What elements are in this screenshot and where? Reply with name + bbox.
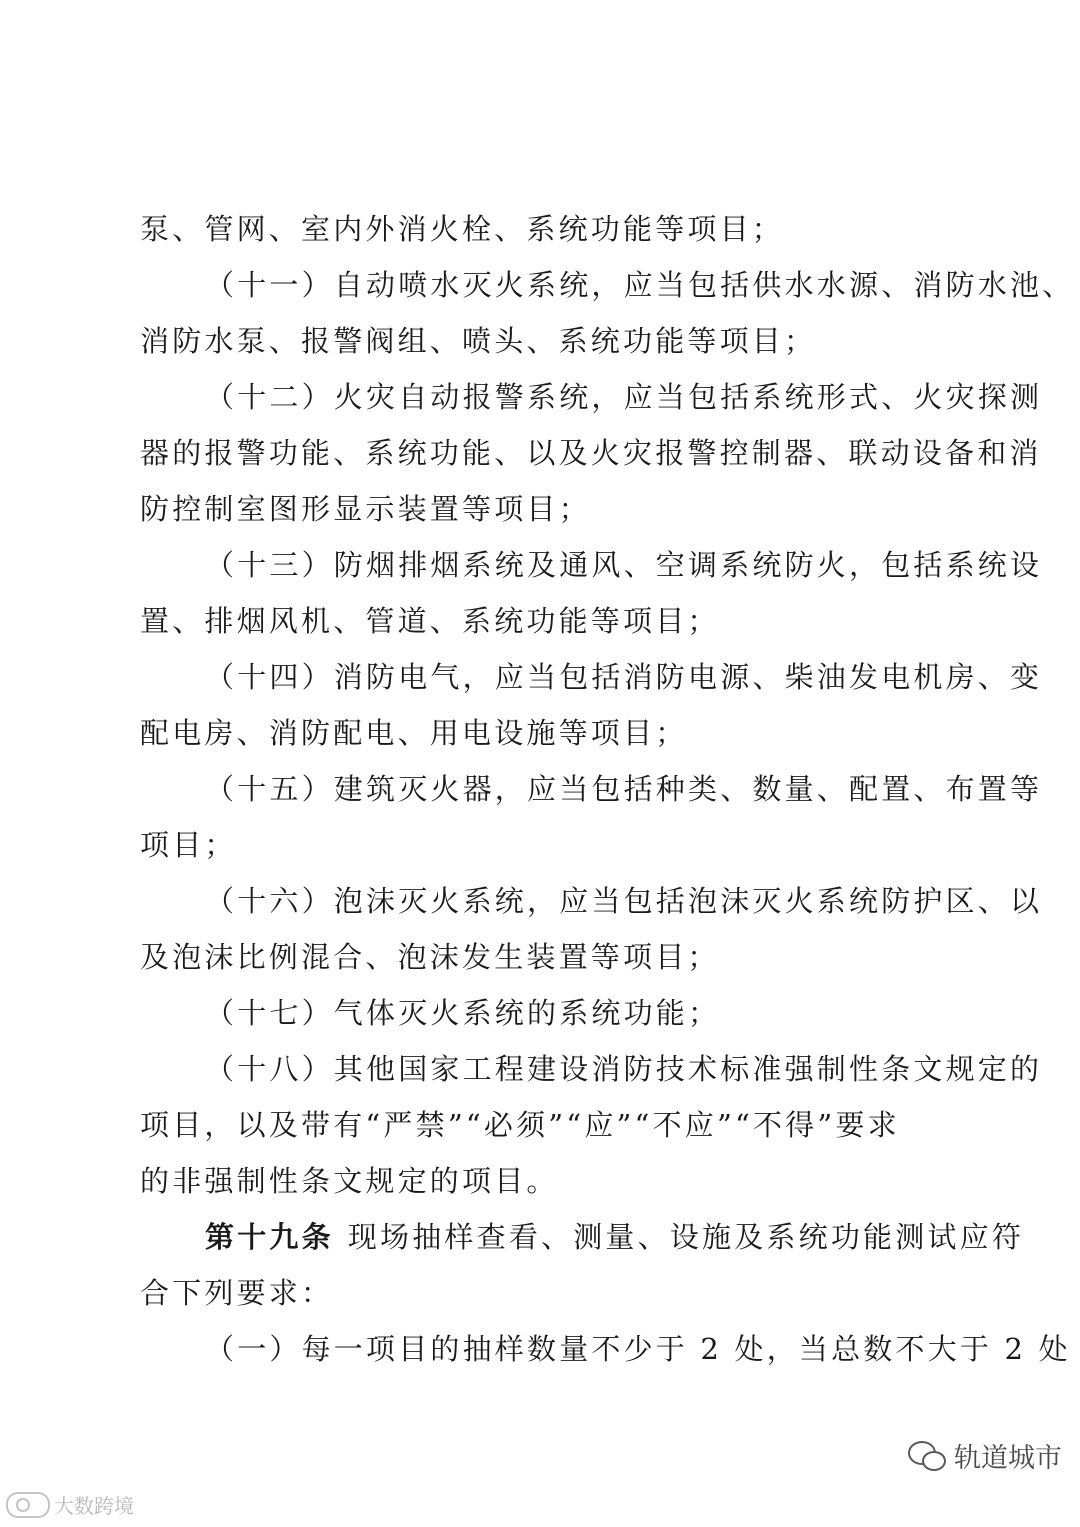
watermark-right — [908, 1436, 1062, 1475]
text-line-16: （十八）其他国家工程建设消防技术标准强制性条文规定的 — [205, 1052, 1043, 1086]
text-line-3: 消防水泵、报警阀组、喷头、系统功能等项目； — [140, 324, 817, 358]
text-line-4: （十二）火灾自动报警系统，应当包括系统形式、火灾探测 — [205, 380, 1043, 414]
text-line-18: 的非强制性条文规定的项目。 — [140, 1164, 559, 1198]
text-line-17: 项目，以及带有“严禁”“必须”“应”“不应”“不得”要求 — [140, 1108, 900, 1142]
text-line-7: （十三）防烟排烟系统及通风、空调系统防火，包括系统设 — [205, 548, 1043, 582]
text-line-13: （十六）泡沫灭火系统，应当包括泡沫灭火系统防护区、以 — [205, 884, 1043, 918]
wechat-icon — [908, 1441, 946, 1471]
text-line-21: （一）每一项目的抽样数量不少于 2 处，当总数不大于 2 处 — [205, 1332, 1071, 1366]
watermark-right-text: 轨道城市 — [954, 1443, 1062, 1474]
text-line-5: 器的报警功能、系统功能、以及火灾报警控制器、联动设备和消 — [140, 436, 1042, 470]
text-line-6: 防控制室图形显示装置等项目； — [140, 492, 591, 526]
text-line-8: 置、排烟风机、管道、系统功能等项目； — [140, 604, 720, 638]
article-line-1 — [205, 1217, 1025, 1257]
text-line-10: 配电房、消防配电、用电设施等项目； — [140, 716, 688, 750]
brand-logo-icon — [6, 1492, 50, 1518]
text-line-1: 泵、管网、室内外消火栓、系统功能等项目； — [140, 212, 785, 246]
article-text: 现场抽样查看、测量、设施及系统功能测试应符 — [347, 1220, 1025, 1254]
text-line-9: （十四）消防电气，应当包括消防电源、柴油发电机房、变 — [205, 660, 1043, 694]
text-line-14: 及泡沫比例混合、泡沫发生装置等项目； — [140, 940, 720, 974]
text-line-11: （十五）建筑灭火器，应当包括种类、数量、配置、布置等 — [205, 772, 1043, 806]
watermark-left-text: 大数跨境 — [54, 1494, 134, 1518]
text-line-20: 合下列要求： — [140, 1276, 334, 1310]
text-line-12: 项目； — [140, 828, 237, 862]
text-line-2: （十一）自动喷水灭火系统，应当包括供水水源、消防水池、 — [205, 268, 1075, 302]
article-number: 第十九条 — [205, 1220, 334, 1254]
watermark-left — [6, 1490, 134, 1519]
text-line-15: （十七）气体灭火系统的系统功能； — [205, 996, 721, 1030]
